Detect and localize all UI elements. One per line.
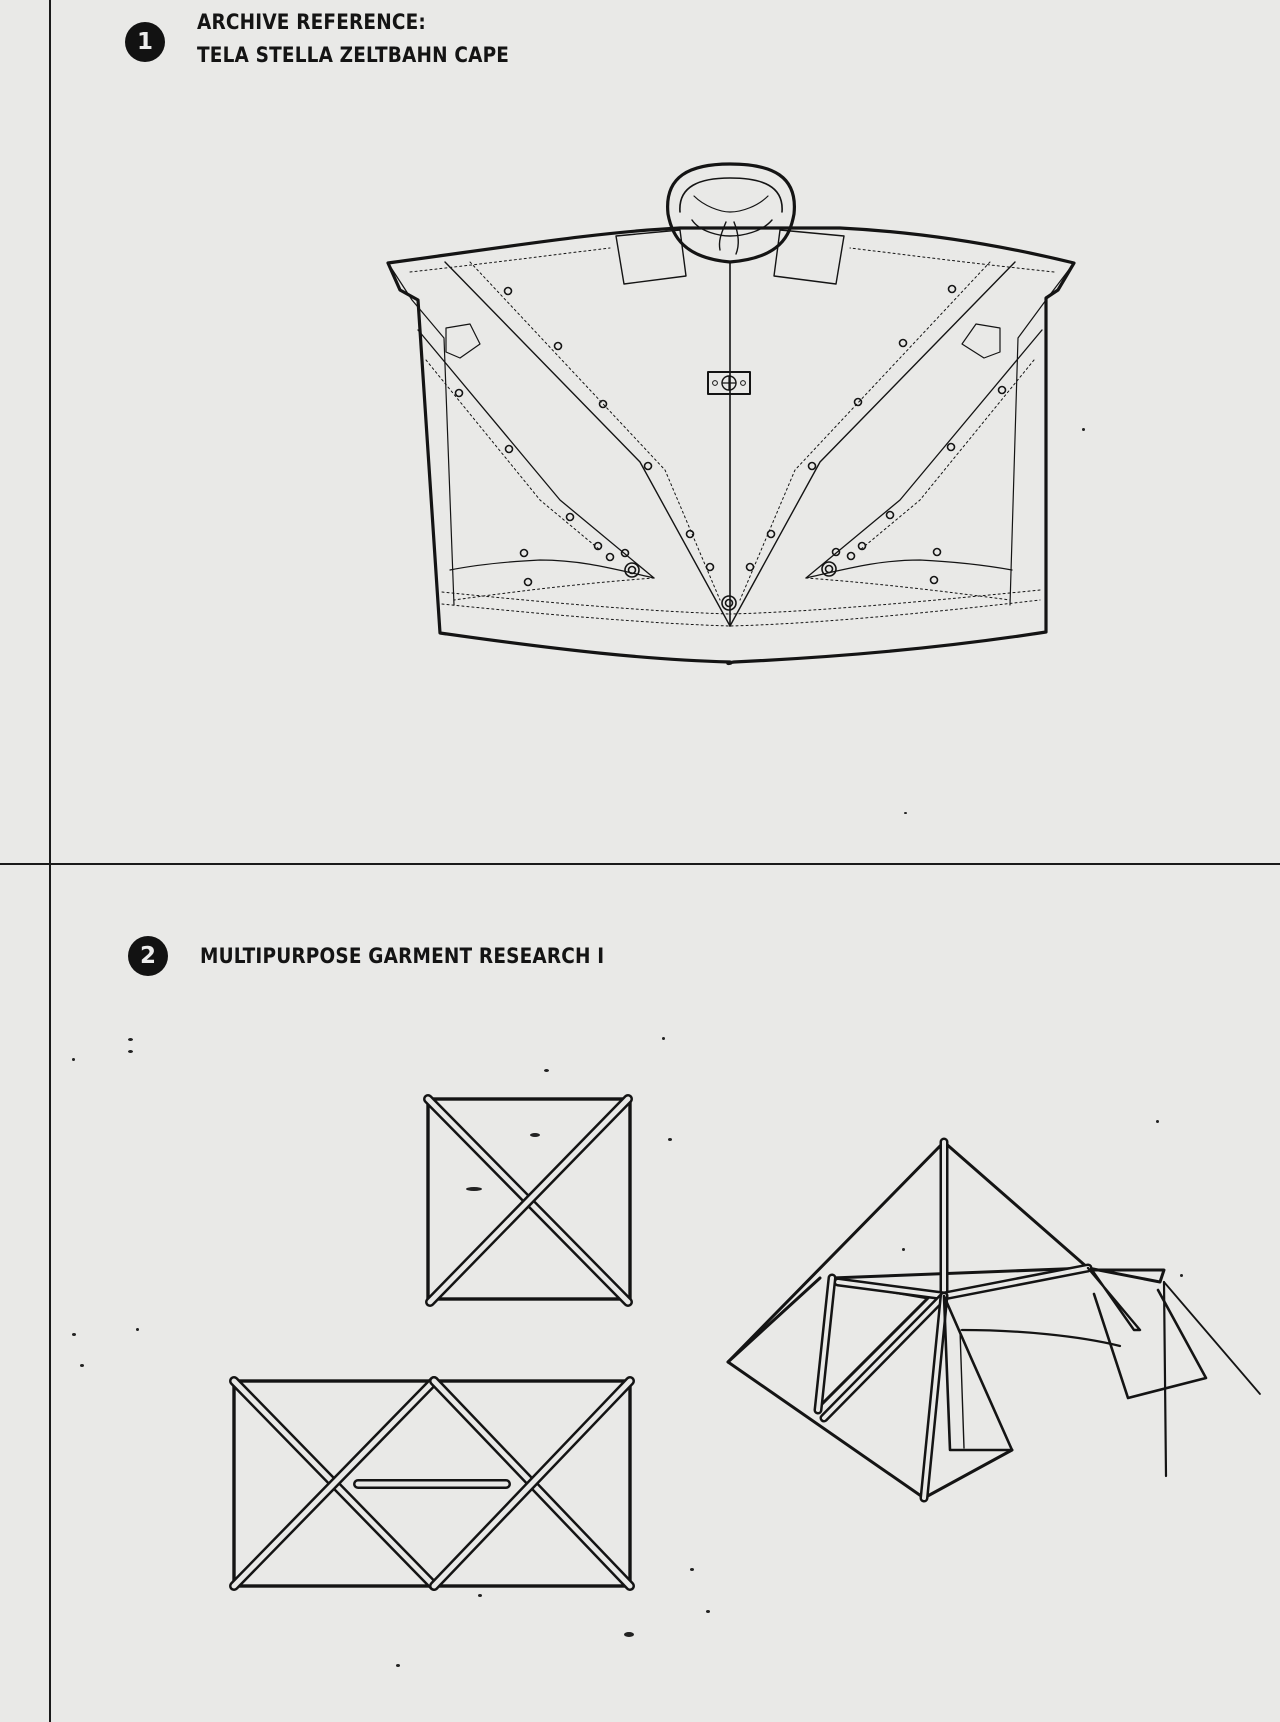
speck-15 <box>396 1664 400 1667</box>
speck-6 <box>530 1133 540 1137</box>
speck-11 <box>136 1328 139 1331</box>
section-1-title-line-2: TELA STELLA ZELTBAHN CAPE <box>197 43 510 67</box>
speck-4 <box>544 1069 549 1072</box>
speck-16 <box>478 1594 482 1597</box>
section-1-title-line-1: ARCHIVE REFERENCE: <box>197 10 426 34</box>
speck-19 <box>902 1248 905 1251</box>
speck-21 <box>904 812 907 814</box>
speck-1 <box>128 1038 133 1041</box>
speck-3 <box>72 1058 75 1061</box>
section-1-number: 1 <box>136 29 153 55</box>
speck-12 <box>690 1568 694 1571</box>
speck-18 <box>1180 1274 1183 1277</box>
speck-9 <box>72 1333 76 1336</box>
speck-7 <box>466 1187 482 1191</box>
speck-2 <box>128 1050 133 1053</box>
section-2-title-text: MULTIPURPOSE GARMENT RESEARCH I <box>200 944 605 968</box>
section-2-number: 2 <box>139 943 156 969</box>
speck-13 <box>706 1610 710 1613</box>
speck-17 <box>1156 1120 1159 1123</box>
speck-20 <box>1082 428 1085 431</box>
speck-5 <box>662 1037 665 1040</box>
speck-14 <box>624 1632 634 1637</box>
speck-10 <box>80 1364 84 1367</box>
speck-8 <box>668 1138 672 1141</box>
